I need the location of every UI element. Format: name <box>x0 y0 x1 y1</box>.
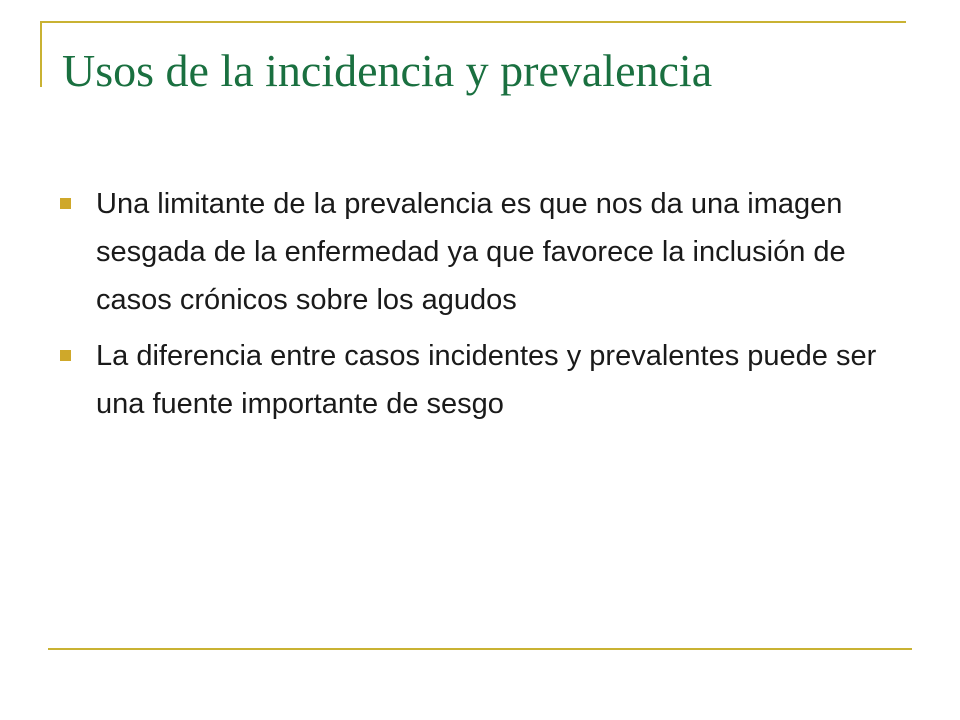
slide-title: Usos de la incidencia y prevalencia <box>62 45 713 96</box>
square-bullet-icon <box>60 198 71 209</box>
bottom-rule <box>48 648 912 650</box>
bullet-text: La diferencia entre casos incidentes y prevalentes puede ser una fuente importante de sesgo <box>96 340 877 420</box>
left-rule <box>40 21 42 87</box>
bullet-item <box>0 180 960 324</box>
top-rule <box>40 21 906 23</box>
square-bullet-icon <box>60 350 71 361</box>
bullet-list <box>0 180 960 436</box>
bullet-text: Una limitante de la prevalencia es que nos da una imagen sesgada de la enfermedad ya que favorece la inclusión de casos crónicos sobre los agudos <box>96 188 846 316</box>
bullet-item <box>0 332 960 428</box>
